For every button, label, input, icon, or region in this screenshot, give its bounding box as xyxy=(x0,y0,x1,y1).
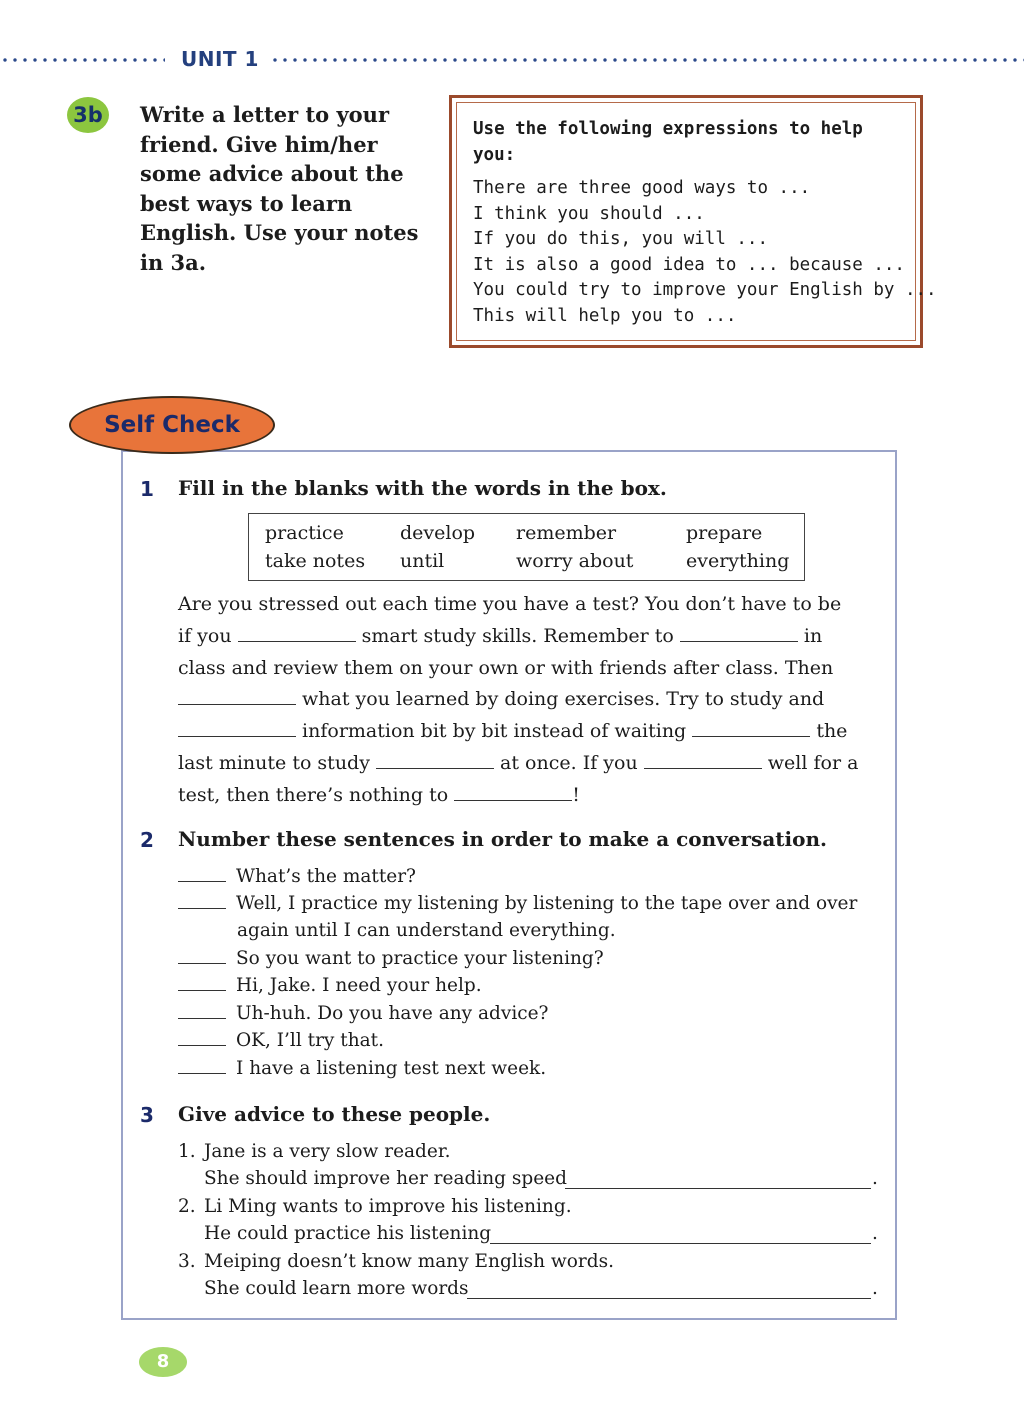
expression-line: If you do this, you will ... xyxy=(473,229,769,249)
q1-text-line xyxy=(178,657,858,679)
conversation-sentence xyxy=(178,1058,546,1079)
advice-situation: Li Ming wants to improve his listening. xyxy=(204,1196,572,1217)
word-box xyxy=(248,513,805,581)
sentence-text: So you want to practice your listening? xyxy=(236,948,604,969)
q1-blank[interactable] xyxy=(692,720,810,737)
unit-title: UNIT 1 xyxy=(181,47,259,71)
task-line: friend. Give him/her xyxy=(140,131,378,157)
question-2-title: Number these sentences in order to make a conversation. xyxy=(178,827,827,851)
order-blank[interactable] xyxy=(178,866,226,882)
expression-line: It is also a good idea to ... because ... xyxy=(473,254,905,275)
word-box-word: develop xyxy=(400,522,476,544)
q1-text: if you xyxy=(178,625,232,647)
advice-item-number: 2. xyxy=(178,1196,196,1217)
word-box-word: take notes xyxy=(265,550,366,572)
word-box-word: everything xyxy=(686,550,790,572)
advice-item-number: 1. xyxy=(178,1141,196,1162)
conversation-sentence xyxy=(178,975,482,996)
question-3-title: Give advice to these people. xyxy=(178,1102,491,1126)
order-blank[interactable] xyxy=(178,893,226,909)
question-1-title: Fill in the blanks with the words in the box. xyxy=(178,476,667,500)
question-3-number: 3 xyxy=(140,1103,154,1127)
order-blank[interactable] xyxy=(178,1030,226,1046)
q1-blank[interactable] xyxy=(644,752,762,769)
self-check-label: Self Check xyxy=(69,396,275,454)
expression-line: I think you should ... xyxy=(473,203,705,224)
word-box-word: worry about xyxy=(516,550,634,572)
sentence-text: Well, I practice my listening by listening to the tape over and over xyxy=(236,893,858,914)
word-box-word: prepare xyxy=(686,522,763,544)
q1-text: in xyxy=(803,625,823,647)
q1-text: ! xyxy=(572,784,580,806)
answer-period: . xyxy=(872,1168,878,1189)
q1-blank[interactable] xyxy=(454,784,572,801)
task-line: Write a letter to your xyxy=(140,102,390,127)
q1-blank[interactable] xyxy=(238,625,356,642)
q1-text: smart study skills. Remember to xyxy=(361,625,674,647)
conversation-sentence xyxy=(178,1003,548,1024)
sentence-continuation: again until I can understand everything. xyxy=(237,920,616,941)
header-dots-left xyxy=(0,57,165,63)
expressions-help-box xyxy=(449,95,937,348)
header-dots-right xyxy=(270,57,1024,63)
q1-text: well for a xyxy=(767,752,859,774)
q1-text-line xyxy=(178,593,858,615)
sentence-text: OK, I’ll try that. xyxy=(236,1030,384,1051)
q1-text: test, then there’s nothing to xyxy=(178,784,449,806)
conversation-sentence xyxy=(178,866,416,887)
q1-text: at once. If you xyxy=(500,752,638,774)
sentence-text: What’s the matter? xyxy=(236,866,416,887)
answer-period: . xyxy=(872,1223,878,1244)
word-box-word: practice xyxy=(265,522,344,544)
q1-text-line xyxy=(178,720,858,742)
order-blank[interactable] xyxy=(178,1003,226,1019)
q1-text: Are you stressed out each time you have a test? You don’t have to be xyxy=(178,593,842,615)
order-blank[interactable] xyxy=(178,948,226,964)
question-1-number: 1 xyxy=(140,477,154,501)
advice-item-number: 3. xyxy=(178,1251,196,1272)
advice-situation: Meiping doesn’t know many English words. xyxy=(204,1251,614,1272)
advice-prompt: She should improve her reading speed xyxy=(204,1168,567,1189)
task-line: in 3a. xyxy=(140,249,207,275)
help-box-title xyxy=(473,116,906,168)
help-title-line: Use the following expressions to help xyxy=(473,119,863,139)
q1-blank[interactable] xyxy=(178,688,296,705)
task-line: some advice about the xyxy=(140,161,404,187)
q1-text-line xyxy=(178,784,858,806)
answer-line[interactable] xyxy=(490,1242,871,1244)
q1-text: what you learned by doing exercises. Try to study and xyxy=(302,688,825,710)
conversation-sentence xyxy=(178,1030,384,1051)
q1-text: last minute to study xyxy=(178,752,370,774)
conversation-sentence xyxy=(178,948,604,969)
word-box-word: until xyxy=(400,550,445,572)
word-box-word: remember xyxy=(516,522,617,544)
sentence-text: I have a listening test next week. xyxy=(236,1058,547,1079)
page-number: 8 xyxy=(139,1347,187,1377)
q1-text-line xyxy=(178,688,858,710)
q1-blank[interactable] xyxy=(680,625,798,642)
task-line: English. Use your notes xyxy=(140,220,419,246)
q1-text-line xyxy=(178,625,858,647)
q1-text: the xyxy=(816,720,848,742)
question-2-number: 2 xyxy=(140,828,154,852)
task-line: best ways to learn xyxy=(140,190,353,216)
expression-line: There are three good ways to ... xyxy=(473,178,811,198)
answer-line[interactable] xyxy=(565,1187,871,1189)
task-3b-instructions xyxy=(140,100,420,278)
advice-prompt: He could practice his listening xyxy=(204,1223,492,1244)
advice-situation: Jane is a very slow reader. xyxy=(204,1141,451,1162)
help-box-content xyxy=(473,116,937,329)
sentence-text: Hi, Jake. I need your help. xyxy=(236,975,482,996)
q1-text: information bit by bit instead of waiting xyxy=(302,720,687,742)
exercise-badge-3b: 3b xyxy=(67,97,109,133)
order-blank[interactable] xyxy=(178,975,226,991)
conversation-sentence xyxy=(178,893,857,914)
q1-blank[interactable] xyxy=(376,752,494,769)
q1-text: class and review them on your own or with friends after class. Then xyxy=(178,657,834,679)
expression-line: This will help you to ... xyxy=(473,305,737,326)
answer-line[interactable] xyxy=(467,1297,871,1299)
help-title-line: you: xyxy=(473,145,516,165)
q1-text-line xyxy=(178,752,858,774)
answer-period: . xyxy=(872,1278,878,1299)
sentence-text: Uh-huh. Do you have any advice? xyxy=(236,1003,549,1024)
advice-prompt: She could learn more words xyxy=(204,1278,469,1299)
order-blank[interactable] xyxy=(178,1058,226,1074)
q1-blank[interactable] xyxy=(178,720,296,737)
expression-line: You could try to improve your English by ... xyxy=(473,280,937,300)
